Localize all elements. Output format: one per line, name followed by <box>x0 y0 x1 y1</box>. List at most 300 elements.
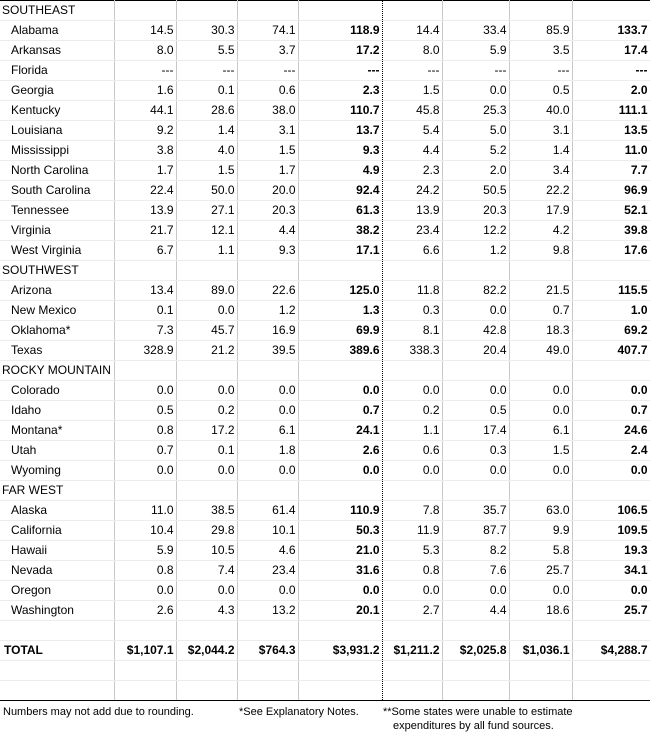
value-cell: --- <box>442 61 509 81</box>
total-value: 61.3 <box>298 201 382 221</box>
value-cell: 16.9 <box>237 321 298 341</box>
value-cell: 3.4 <box>509 161 572 181</box>
value-cell: 4.4 <box>442 601 509 621</box>
value-cell: 6.6 <box>382 241 442 261</box>
total-value: 52.1 <box>572 201 650 221</box>
value-cell: 0.0 <box>442 81 509 101</box>
empty-cell <box>442 481 509 501</box>
value-cell: 74.1 <box>237 21 298 41</box>
empty-cell <box>237 481 298 501</box>
value-cell: 1.5 <box>237 141 298 161</box>
table-row <box>0 181 650 201</box>
total-value: 19.3 <box>572 541 650 561</box>
total-value: 110.7 <box>298 101 382 121</box>
total-value: 39.8 <box>572 221 650 241</box>
value-cell: 0.3 <box>382 301 442 321</box>
value-cell: 328.9 <box>114 341 176 361</box>
empty-cell <box>382 661 442 681</box>
total-value: --- <box>298 61 382 81</box>
empty-cell <box>176 1 237 21</box>
value-cell: 89.0 <box>176 281 237 301</box>
value-cell: 0.7 <box>509 301 572 321</box>
value-cell: 2.6 <box>114 601 176 621</box>
table-row <box>0 401 650 421</box>
empty-cell <box>572 621 650 641</box>
total-value: 17.1 <box>298 241 382 261</box>
empty-cell <box>509 261 572 281</box>
total-value: 24.1 <box>298 421 382 441</box>
region-header-row <box>0 481 650 501</box>
state-name: Colorado <box>0 381 114 401</box>
value-cell: 13.9 <box>382 201 442 221</box>
total-value: 17.2 <box>298 41 382 61</box>
value-cell: 2.3 <box>382 161 442 181</box>
value-cell: 1.4 <box>509 141 572 161</box>
region-label: SOUTHWEST <box>0 261 114 281</box>
state-name: Idaho <box>0 401 114 421</box>
state-name: Louisiana <box>0 121 114 141</box>
total-value: 34.1 <box>572 561 650 581</box>
value-cell: 14.5 <box>114 21 176 41</box>
total-value: 25.7 <box>572 601 650 621</box>
empty-cell <box>0 681 114 701</box>
region-label: FAR WEST <box>0 481 114 501</box>
value-cell: 6.1 <box>509 421 572 441</box>
empty-cell <box>509 481 572 501</box>
empty-cell <box>114 621 176 641</box>
value-cell: 9.2 <box>114 121 176 141</box>
total-value: 110.9 <box>298 501 382 521</box>
total-value: 50.3 <box>298 521 382 541</box>
table-row <box>0 141 650 161</box>
total-value: 21.0 <box>298 541 382 561</box>
table-row <box>0 201 650 221</box>
grand-total-value: $1,211.2 <box>382 641 442 661</box>
total-value: 13.7 <box>298 121 382 141</box>
value-cell: 0.8 <box>114 561 176 581</box>
table-row <box>0 161 650 181</box>
value-cell: 0.0 <box>442 301 509 321</box>
value-cell: 0.0 <box>509 401 572 421</box>
value-cell: 5.0 <box>442 121 509 141</box>
value-cell: 4.6 <box>237 541 298 561</box>
value-cell: 14.4 <box>382 21 442 41</box>
empty-cell <box>298 261 382 281</box>
value-cell: 3.1 <box>509 121 572 141</box>
total-value: 17.4 <box>572 41 650 61</box>
value-cell: 0.0 <box>114 581 176 601</box>
table-row <box>0 321 650 341</box>
empty-cell <box>572 261 650 281</box>
total-value: 7.7 <box>572 161 650 181</box>
value-cell: 3.1 <box>237 121 298 141</box>
value-cell: 0.6 <box>237 81 298 101</box>
total-value: 17.6 <box>572 241 650 261</box>
table-row <box>0 381 650 401</box>
empty-cell <box>298 661 382 681</box>
value-cell: 3.5 <box>509 41 572 61</box>
state-name: Kentucky <box>0 101 114 121</box>
table-row <box>0 521 650 541</box>
total-value: 389.6 <box>298 341 382 361</box>
empty-cell <box>442 661 509 681</box>
empty-cell <box>237 661 298 681</box>
value-cell: 0.8 <box>114 421 176 441</box>
value-cell: 49.0 <box>509 341 572 361</box>
value-cell: 0.0 <box>114 461 176 481</box>
value-cell: 13.2 <box>237 601 298 621</box>
empty-cell <box>237 261 298 281</box>
table-row <box>0 441 650 461</box>
value-cell: 44.1 <box>114 101 176 121</box>
empty-cell <box>298 621 382 641</box>
total-value: 109.5 <box>572 521 650 541</box>
grand-total-value: $2,044.2 <box>176 641 237 661</box>
value-cell: 5.8 <box>509 541 572 561</box>
value-cell: 0.5 <box>442 401 509 421</box>
empty-cell <box>382 1 442 21</box>
table-row <box>0 121 650 141</box>
empty-cell <box>114 261 176 281</box>
empty-cell <box>382 361 442 381</box>
grand-total-value: $1,107.1 <box>114 641 176 661</box>
empty-cell <box>237 681 298 701</box>
state-name: Florida <box>0 61 114 81</box>
total-value: 11.0 <box>572 141 650 161</box>
total-value: 0.7 <box>572 401 650 421</box>
value-cell: 25.3 <box>442 101 509 121</box>
empty-cell <box>382 621 442 641</box>
state-name: Texas <box>0 341 114 361</box>
empty-cell <box>114 1 176 21</box>
table-row <box>0 541 650 561</box>
state-name: South Carolina <box>0 181 114 201</box>
empty-cell <box>382 681 442 701</box>
value-cell: 5.4 <box>382 121 442 141</box>
total-value: 31.6 <box>298 561 382 581</box>
total-value: --- <box>572 61 650 81</box>
state-name: Wyoming <box>0 461 114 481</box>
value-cell: 87.7 <box>442 521 509 541</box>
empty-cell <box>176 481 237 501</box>
value-cell: 0.0 <box>237 381 298 401</box>
value-cell: 1.5 <box>382 81 442 101</box>
total-value: 2.6 <box>298 441 382 461</box>
value-cell: 61.4 <box>237 501 298 521</box>
value-cell: 2.0 <box>442 161 509 181</box>
value-cell: 4.0 <box>176 141 237 161</box>
empty-cell <box>572 661 650 681</box>
value-cell: 0.0 <box>509 581 572 601</box>
empty-cell <box>572 361 650 381</box>
blank-row <box>0 621 650 641</box>
value-cell: 45.8 <box>382 101 442 121</box>
region-label: SOUTHEAST <box>0 1 114 21</box>
total-value: 1.3 <box>298 301 382 321</box>
value-cell: 12.1 <box>176 221 237 241</box>
total-value: 1.0 <box>572 301 650 321</box>
value-cell: 0.0 <box>382 461 442 481</box>
total-value: 24.6 <box>572 421 650 441</box>
value-cell: 12.2 <box>442 221 509 241</box>
value-cell: 7.4 <box>176 561 237 581</box>
total-value: 69.2 <box>572 321 650 341</box>
rounding-note: Numbers may not add due to rounding. <box>3 706 194 718</box>
empty-cell <box>509 1 572 21</box>
total-value: 125.0 <box>298 281 382 301</box>
empty-cell <box>572 481 650 501</box>
empty-cell <box>572 1 650 21</box>
total-value: 115.5 <box>572 281 650 301</box>
state-name: Mississippi <box>0 141 114 161</box>
value-cell: 45.7 <box>176 321 237 341</box>
empty-cell <box>509 661 572 681</box>
value-cell: 82.2 <box>442 281 509 301</box>
value-cell: --- <box>176 61 237 81</box>
total-value: 20.1 <box>298 601 382 621</box>
value-cell: 1.8 <box>237 441 298 461</box>
value-cell: 1.1 <box>382 421 442 441</box>
empty-cell <box>509 361 572 381</box>
region-header-row <box>0 361 650 381</box>
state-name: Georgia <box>0 81 114 101</box>
empty-cell <box>442 1 509 21</box>
value-cell: 1.5 <box>509 441 572 461</box>
table-row <box>0 581 650 601</box>
value-cell: 0.1 <box>114 301 176 321</box>
value-cell: 0.0 <box>176 581 237 601</box>
total-value: 2.4 <box>572 441 650 461</box>
total-value: 111.1 <box>572 101 650 121</box>
value-cell: 7.6 <box>442 561 509 581</box>
value-cell: --- <box>509 61 572 81</box>
blank-row <box>0 681 650 701</box>
state-name: Alabama <box>0 21 114 41</box>
table-row <box>0 221 650 241</box>
value-cell: 9.8 <box>509 241 572 261</box>
total-value: 106.5 <box>572 501 650 521</box>
value-cell: 0.0 <box>509 381 572 401</box>
value-cell: 5.2 <box>442 141 509 161</box>
value-cell: 21.2 <box>176 341 237 361</box>
value-cell: 0.5 <box>114 401 176 421</box>
total-value: 0.0 <box>298 461 382 481</box>
value-cell: 4.3 <box>176 601 237 621</box>
estimate-note-line2: expenditures by all fund sources. <box>393 720 554 732</box>
table-row <box>0 21 650 41</box>
empty-cell <box>114 661 176 681</box>
table-row <box>0 241 650 261</box>
value-cell: 1.2 <box>237 301 298 321</box>
value-cell: 17.9 <box>509 201 572 221</box>
value-cell: 22.6 <box>237 281 298 301</box>
state-name: Utah <box>0 441 114 461</box>
value-cell: 0.6 <box>382 441 442 461</box>
estimate-note-line1: **Some states were unable to estimate <box>383 706 573 718</box>
value-cell: 29.8 <box>176 521 237 541</box>
value-cell: 35.7 <box>442 501 509 521</box>
total-value: 38.2 <box>298 221 382 241</box>
value-cell: 0.2 <box>176 401 237 421</box>
state-name: Hawaii <box>0 541 114 561</box>
state-name: West Virginia <box>0 241 114 261</box>
state-name: Virginia <box>0 221 114 241</box>
value-cell: 0.5 <box>509 81 572 101</box>
value-cell: 24.2 <box>382 181 442 201</box>
value-cell: 4.2 <box>509 221 572 241</box>
value-cell: 20.4 <box>442 341 509 361</box>
value-cell: 21.7 <box>114 221 176 241</box>
value-cell: 1.1 <box>176 241 237 261</box>
state-name: Oregon <box>0 581 114 601</box>
value-cell: 8.1 <box>382 321 442 341</box>
total-value: 133.7 <box>572 21 650 41</box>
empty-cell <box>114 361 176 381</box>
value-cell: 18.3 <box>509 321 572 341</box>
value-cell: 5.3 <box>382 541 442 561</box>
value-cell: 40.0 <box>509 101 572 121</box>
value-cell: 0.8 <box>382 561 442 581</box>
value-cell: 50.0 <box>176 181 237 201</box>
state-name: Montana* <box>0 421 114 441</box>
value-cell: 39.5 <box>237 341 298 361</box>
table-row <box>0 601 650 621</box>
state-name: Alaska <box>0 501 114 521</box>
empty-cell <box>298 1 382 21</box>
empty-cell <box>114 681 176 701</box>
table-row <box>0 41 650 61</box>
empty-cell <box>442 361 509 381</box>
state-name: Arizona <box>0 281 114 301</box>
value-cell: 0.0 <box>442 461 509 481</box>
total-value: 96.9 <box>572 181 650 201</box>
value-cell: --- <box>114 61 176 81</box>
value-cell: 0.0 <box>176 381 237 401</box>
value-cell: 7.3 <box>114 321 176 341</box>
value-cell: 0.1 <box>176 81 237 101</box>
state-name: New Mexico <box>0 301 114 321</box>
value-cell: 0.0 <box>114 381 176 401</box>
total-value: 4.9 <box>298 161 382 181</box>
explanatory-note: *See Explanatory Notes. <box>239 706 359 718</box>
total-value: 0.0 <box>572 461 650 481</box>
value-cell: 0.0 <box>382 581 442 601</box>
empty-cell <box>176 261 237 281</box>
value-cell: 0.3 <box>442 441 509 461</box>
total-value: 0.7 <box>298 401 382 421</box>
blank-row <box>0 661 650 681</box>
table-row <box>0 561 650 581</box>
total-value: 0.0 <box>298 581 382 601</box>
empty-cell <box>572 681 650 701</box>
value-cell: 22.2 <box>509 181 572 201</box>
value-cell: 1.5 <box>176 161 237 181</box>
table-row <box>0 501 650 521</box>
value-cell: 0.0 <box>442 581 509 601</box>
value-cell: 11.0 <box>114 501 176 521</box>
value-cell: 13.9 <box>114 201 176 221</box>
value-cell: 3.7 <box>237 41 298 61</box>
empty-cell <box>509 621 572 641</box>
empty-cell <box>114 481 176 501</box>
value-cell: 38.0 <box>237 101 298 121</box>
value-cell: 9.9 <box>509 521 572 541</box>
value-cell: 42.8 <box>442 321 509 341</box>
empty-cell <box>0 661 114 681</box>
total-row <box>0 641 650 661</box>
empty-cell <box>442 621 509 641</box>
region-header-row <box>0 261 650 281</box>
value-cell: 18.6 <box>509 601 572 621</box>
value-cell: 33.4 <box>442 21 509 41</box>
value-cell: 13.4 <box>114 281 176 301</box>
value-cell: 1.2 <box>442 241 509 261</box>
value-cell: 6.1 <box>237 421 298 441</box>
value-cell: 23.4 <box>382 221 442 241</box>
table-row <box>0 301 650 321</box>
value-cell: 30.3 <box>176 21 237 41</box>
value-cell: 5.9 <box>114 541 176 561</box>
empty-cell <box>442 681 509 701</box>
value-cell: 5.5 <box>176 41 237 61</box>
state-name: California <box>0 521 114 541</box>
empty-cell <box>382 481 442 501</box>
value-cell: 27.1 <box>176 201 237 221</box>
empty-cell <box>237 1 298 21</box>
table-row <box>0 61 650 81</box>
empty-cell <box>298 681 382 701</box>
table-row <box>0 461 650 481</box>
table-row <box>0 101 650 121</box>
total-value: 0.0 <box>572 381 650 401</box>
value-cell: 0.2 <box>382 401 442 421</box>
state-name: Nevada <box>0 561 114 581</box>
state-name: Washington <box>0 601 114 621</box>
empty-cell <box>442 261 509 281</box>
empty-cell <box>298 481 382 501</box>
value-cell: 10.4 <box>114 521 176 541</box>
value-cell: 0.0 <box>237 401 298 421</box>
value-cell: 20.0 <box>237 181 298 201</box>
value-cell: 4.4 <box>237 221 298 241</box>
grand-total-value: $4,288.7 <box>572 641 650 661</box>
value-cell: 22.4 <box>114 181 176 201</box>
value-cell: 0.0 <box>176 301 237 321</box>
value-cell: 23.4 <box>237 561 298 581</box>
empty-cell <box>0 621 114 641</box>
total-value: 13.5 <box>572 121 650 141</box>
value-cell: 9.3 <box>237 241 298 261</box>
value-cell: 38.5 <box>176 501 237 521</box>
grand-total-value: $764.3 <box>237 641 298 661</box>
grand-total-value: $2,025.8 <box>442 641 509 661</box>
value-cell: 28.6 <box>176 101 237 121</box>
value-cell: 8.2 <box>442 541 509 561</box>
value-cell: 11.8 <box>382 281 442 301</box>
state-name: North Carolina <box>0 161 114 181</box>
total-value: 118.9 <box>298 21 382 41</box>
value-cell: 25.7 <box>509 561 572 581</box>
value-cell: 0.0 <box>509 461 572 481</box>
value-cell: 50.5 <box>442 181 509 201</box>
value-cell: 85.9 <box>509 21 572 41</box>
value-cell: 0.7 <box>114 441 176 461</box>
empty-cell <box>176 621 237 641</box>
total-value: 2.0 <box>572 81 650 101</box>
value-cell: 0.0 <box>382 381 442 401</box>
total-label: TOTAL <box>0 641 114 661</box>
value-cell: 0.1 <box>176 441 237 461</box>
